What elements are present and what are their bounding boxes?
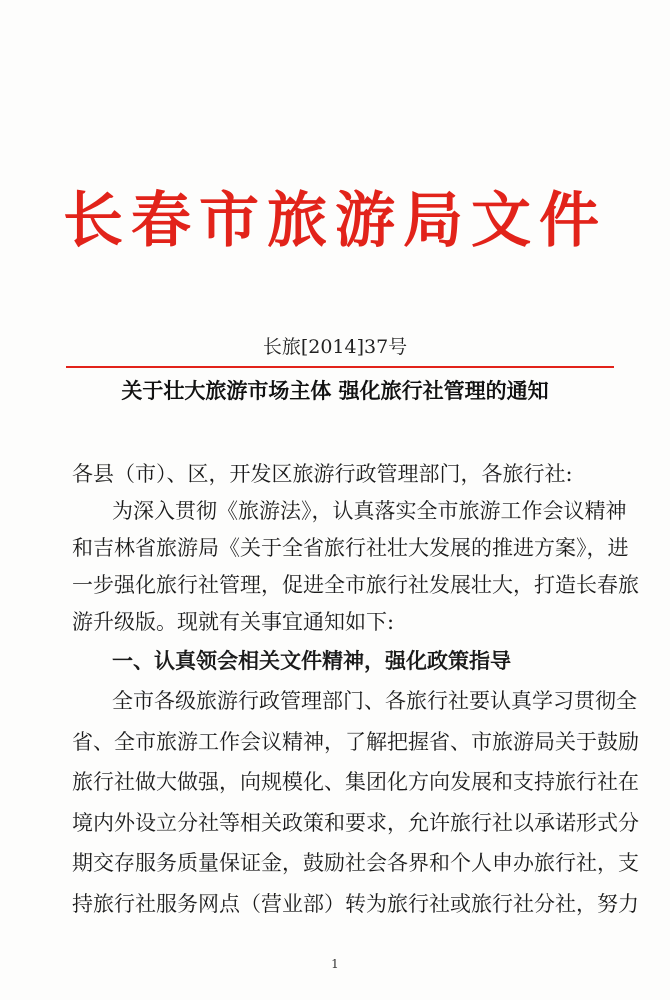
paragraph-line: 期交存服务质量保证金，鼓励社会各界和个人申办旅行社，支 <box>72 851 639 875</box>
paragraph-line: 省、全市旅游工作会议精神，了解把握省、市旅游局关于鼓励 <box>72 730 639 754</box>
paragraph-line: 全市各级旅游行政管理部门、各旅行社要认真学习贯彻全 <box>112 689 637 713</box>
paragraph-line: 游升级版。现就有关事宜通知如下: <box>72 610 395 634</box>
paragraph-line: 持旅行社服务网点（营业部）转为旅行社或旅行社分社，努力 <box>72 892 639 916</box>
document-subject: 关于壮大旅游市场主体 强化旅行社管理的通知 <box>121 379 549 403</box>
page-number: 1 <box>331 957 339 971</box>
red-divider-line <box>66 366 614 368</box>
paragraph-line: 旅行社做大做强，向规模化、集团化方向发展和支持旅行社在 <box>72 770 639 794</box>
paragraph-line: 和吉林省旅游局《关于全省旅行社壮大发展的推进方案》，进 <box>72 536 629 560</box>
paragraph-line: 境内外设立分社等相关政策和要求，允许旅行社以承诺形式分 <box>72 811 639 835</box>
document-number: 长旅[2014]37号 <box>262 336 408 358</box>
addressee-line: 各县（市）、区，开发区旅游行政管理部门，各旅行社: <box>72 462 573 486</box>
issuer-title: 长春市旅游局文件 <box>63 186 607 256</box>
paragraph-line: 一步强化旅行社管理，促进全市旅行社发展壮大，打造长春旅 <box>72 573 639 597</box>
paragraph-line: 为深入贯彻《旅游法》，认真落实全市旅游工作会议精神 <box>112 499 627 523</box>
section-heading: 一、认真领会相关文件精神，强化政策指导 <box>112 649 511 673</box>
